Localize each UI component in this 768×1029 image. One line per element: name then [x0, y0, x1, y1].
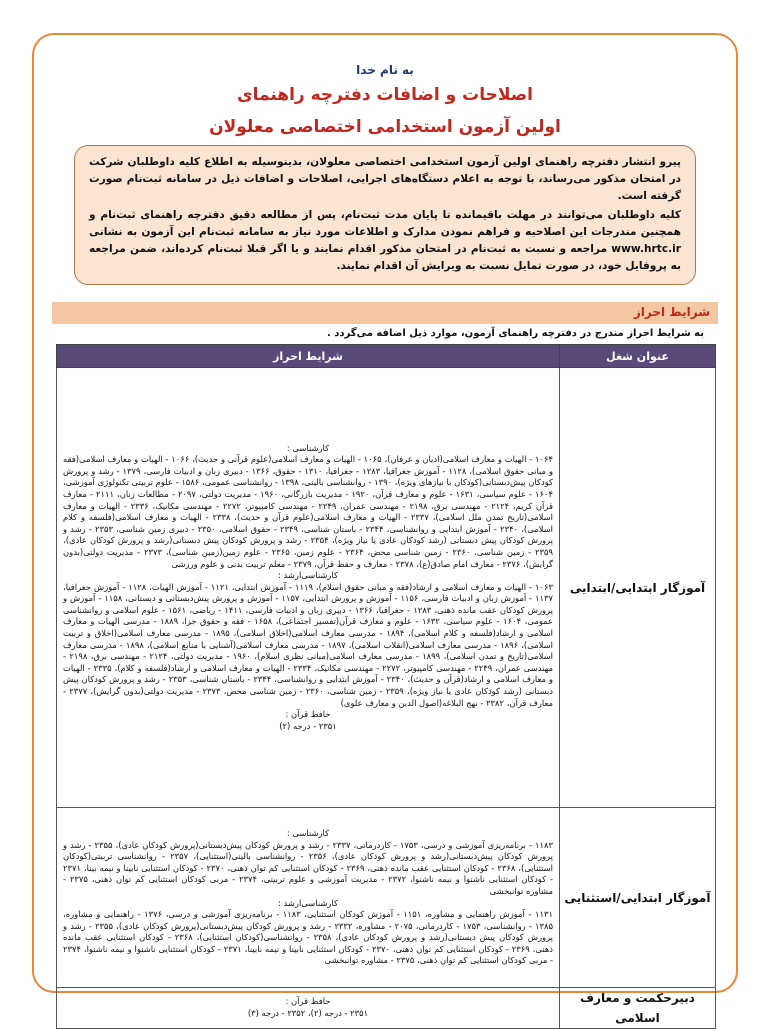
- job-title-cell: آموزگار ابتدایی/استثنایی: [560, 808, 716, 988]
- field-list: ۱۱۸۳ - برنامه‌ریزی آموزشی و درسی، ۱۷۵۳ - کاردرمانی، ۲۳۳۷ - رشد و پرورش کودکان پیش‌دبستانی(پرورش کودکان عادی)، ۲۳۵۵ - رشد و پرورش کودکان پیش‌دبستانی(رشد و پرورش کودکان عادی)، ۲۳۵۶ - روانشناسی بالینی(استثنایی)، ۲۳۵۷ - روانشناسی تربیتی(کودکان استثنایی)، ۲۳۶۸ - کودکان استثنایی عقب مانده ذهنی، ۲۳۶۹ - کودکان استثنایی کم توان ذهنی، ۲۳۷۰ - کودکان استثنایی نابینا و نیمه بینا، ۲۳۷۱ - کودکان استثنایی ناشنوا و نیمه ناشنوا، ۲۳۷۲ - مدیریت آموزشی و علوم تربیتی، ۲۳۷۴ - مربی کودکان استثنایی کم توان ذهنی، ۲۳۷۵ - مشاوره توانبخشی: [63, 839, 554, 896]
- table-row: [57, 988, 716, 1029]
- field-list: ۱۰۶۳ - الهیات و معارف اسلامی و ارشاد(فقه و مبانی حقوق اسلام)، ۱۱۱۹ - آموزش ابتدایی، ۱۱۲۱ - آموزش الهیات، ۱۱۲۸ - آموزش جغرافیا، ۱۱۳۷ - آموزش زبان و ادبیات فارسی، ۱۱۵۶ - آموزش و پرورش ابتدایی، ۱۱۵۷ - آموزش و پرورش پیش‌دبستانی و دبستانی، ۱۱۵۸ - آموزش و پرورش کودکان عقب مانده ذهنی، ۱۲۸۳ - جغرافیا، ۱۳۶۶ - دبیری زبان و ادبیات فارسی، ۱۴۱۱ - ریاضی، ۱۵۶۱ - علوم اسلامی و روانشناسی عمومی، ۱۶۰۴ - علوم سیاسی، ۱۶۳۲ - علوم و معارف قرآن(تفسیر اجتماعی)، ۱۶۵۸ - فقه و حقوق جزا، ۱۸۸۹ - مدرسی الهیات و معارف اسلامی و ارشاد(فلسفه و کلام اسلامی)، ۱۸۹۴ - مدرسی معارف اسلامی(اخلاق اسلامی)، ۱۸۹۵ - مدرسی معارف اسلامی(اخلاق و تربیت اسلامی)، ۱۸۹۶ - مدرسی معارف اسلامی(انقلاب اسلامی)، ۱۸۹۷ - مدرسی معارف اسلامی(آشنایی با منابع اسلامی)، ۱۸۹۸ - مدرسی معارف اسلامی(تاریخ و تمدن اسلامی)، ۱۸۹۹ - مدرسی معارف اسلامی(مبانی نظری اسلام)، ۱۹۶۰ - مدیریت دولتی، ۲۱۲۴ - مهندسی برق، ۲۱۹۸ - مهندسی عمران، ۲۲۴۹ - مهندسی کامپیوتر، ۲۲۷۲ - مهندسی مکانیک، ۲۳۳۴ - الهیات و معارف اسلامی و ارشاد(فلسفه و کلام)، ۲۳۳۵ - الهیات و معارف اسلامی و ارشاد(قرآن و حدیث)، ۲۳۴۰ - آموزش ابتدایی و روانشناسی، ۲۳۴۴ - باستان شناسی، ۲۳۵۳ - رشد و پرورش کودکان پیش دبستانی (رشد کودکان عادی یا نیاز ویژه)، ۲۳۵۹ - زمین شناسی، ۲۳۶۰ - زمین شناسی محض، ۲۳۷۳ - مدیریت دولتی(بدون گرایش)، ۲۳۷۷ - معارف قرآن، ۲۳۸۲ - نهج البلاغه(اصول الدین و معارف علوی): [63, 581, 554, 708]
- notice-box: [74, 145, 696, 285]
- table-row: [57, 368, 716, 808]
- bismillah-heading: به نام خدا: [356, 63, 414, 77]
- conditions-cell: [57, 988, 560, 1029]
- notice-paragraph-2: کلیه داوطلبان می‌توانند در مهلت باقیمانده تا پایان مدت ثبت‌نام، پس از مطالعه دقیق دفترچه راهنمای ثبت‌نام و همچنین مندرجات این اصلاحیه و فراهم نمودن مدارک و اطلاعات مورد نیاز به سامانه ثبت‌نام این آزمون به نشانی www.hrtc.ir مراجعه و نسبت به ثبت‌نام در امتحان مذکور اقدام نمایند و یا اگر قبلا ثبت‌نام کرده‌اند، ضمن مراجعه به پروفایل خود، در صورت تمایل نسبت به ویرایش آن اقدام نمایند.: [89, 209, 681, 272]
- degree-label: کارشناسی :: [286, 827, 330, 838]
- degree-label: کارشناسی‌ارشد :: [278, 897, 338, 908]
- conditions-cell: [57, 808, 560, 988]
- table-row: [57, 808, 716, 988]
- conditions-cell: [57, 368, 560, 808]
- conditions-header: شرایط احراز: [57, 345, 560, 368]
- section-title: شرایط احراز: [633, 305, 710, 319]
- job-title-cell: آموزگار ابتدایی/ابتدایی: [560, 368, 716, 808]
- field-list: ۲۳۵۱ - درجه (۲): [279, 720, 337, 731]
- field-list: ۱۰۶۴ - الهیات و معارف اسلامی(ادیان و عرفان)، ۱۰۶۵ - الهیات و معارف اسلامی(علوم قرآنی و حدیث)، ۱۰۶۶ - الهیات و معارف اسلامی(فقه و مبانی حقوق اسلامی)، ۱۱۲۸ - آموزش جغرافیا، ۱۲۸۳ - جغرافیا، ۱۳۱۰ - حقوق، ۱۳۶۶ - دبیری زبان و ادبیات فارسی، ۱۳۷۹ - رشد و پرورش کودکان پیش‌دبستانی(کودکان با نیازهای ویژه)، ۱۳۹۰ - روانشناسی بالینی، ۱۳۹۸ - روانشناسی عمومی، ۱۵۸۶ - علوم تربیتی تکنولوژی آموزشی، ۱۶۰۴ - علوم سیاسی، ۱۶۳۱ - علوم و معارف قرآن، ۱۹۲۰ - مدیریت بازرگانی، ۱۹۶۰ - مدیریت دولتی، ۲۰۹۷ - مطالعات زنان، ۲۱۱۱ - معارف قرآن کریم، ۲۱۲۴ - مهندسی برق، ۲۱۹۸ - مهندسی عمران، ۲۲۴۹ - مهندسی کامپیوتر، ۲۲۷۲ - مهندسی مکانیک، ۲۳۳۶ - الهیات و معارف اسلامی(تاریخ تمدن ملل اسلامی)، ۲۳۳۷ - الهیات و معارف اسلامی(علوم قرآن و حدیث)، ۲۳۳۸ - الهیات و معارف اسلامی(فلسفه و کلام اسلامی)، ۲۳۴۰ - آموزش ابتدایی و روانشناسی، ۲۳۴۴ - باستان شناسی، ۲۳۴۹ - حقوق اسلامی، ۲۳۵۰ - دبیری زمین شناسی، ۲۳۵۳ - رشد و پرورش کودکان پیش دبستانی (رشد کودکان عادی یا نیاز ویژه)، ۲۳۵۴ - رشد و پرورش کودکان پیش دبستانی(رشد و پرورش کودکان عادی)، ۲۳۵۹ - زمین شناسی، ۲۳۶۰ - زمین شناسی محض، ۲۳۶۴ - علوم زمین، ۲۳۶۵ - علوم زمین(زمین شناسی)، ۲۳۷۳ - مدیریت دولتی(بدون گرایش)، ۲۳۷۶ - معارف امام صادق(ع)، ۲۳۷۸ - معارف و حفظ قرآن، ۲۳۷۹ - معلم تربیت بدنی و علوم ورزشی: [63, 454, 554, 569]
- page-title-line1: اصلاحات و اضافات دفترچه راهنمای: [237, 85, 533, 105]
- degree-label: حافظ قرآن :: [285, 996, 331, 1007]
- job-title-header: عنوان شغل: [560, 345, 716, 368]
- job-title-cell: دبیرحکمت و معارف اسلامی: [560, 988, 716, 1029]
- section-intro: به شرایط احراز مندرج در دفترچه راهنمای آزمون، موارد ذیل اضافه می‌گردد .: [327, 328, 704, 339]
- degree-label: کارشناسی :: [286, 442, 330, 453]
- page-frame: [32, 33, 738, 1025]
- page-title-line2: اولین آزمون استخدامی اختصاصی معلولان: [209, 117, 561, 137]
- degree-label: کارشناسی‌ارشد :: [278, 570, 338, 581]
- notice-paragraph-1: پیرو انتشار دفترچه راهنمای اولین آزمون استخدامی اختصاصی معلولان، بدینوسیله به اطلاع کلیه داوطلبان شرکت در امتحان مذکور می‌رساند، با توجه به اعلام دستگاه‌های اجرایی، اصلاحات و اضافات ذیل در سامانه ثبت‌نام صورت گرفته است.: [89, 156, 681, 202]
- section-header-bar: [52, 302, 718, 324]
- field-list: ۲۳۵۱ - درجه (۲)، ۲۳۵۲ - درجه (۳): [247, 1008, 369, 1018]
- table-header-row: [57, 345, 716, 368]
- field-list: ۱۱۳۱ - آموزش راهنمایی و مشاوره، ۱۱۵۱ - آموزش کودکان استثنایی، ۱۱۸۳ - برنامه‌ریزی آموزشی و درسی، ۱۳۷۶ - راهنمایی و مشاوره، ۱۳۸۵ - روانشناسی، ۱۷۵۳ - کاردرمانی، ۲۰۷۵ - مشاوره، ۲۳۳۲ - رشد و پرورش کودکان پیش‌دبستانی(پرورش کودکان عادی)، ۲۳۵۵ - رشد و پرورش کودکان پیش دبستانی(رشد و پرورش کودکان عادی)، ۲۳۵۸ - روانشناسی(کودکان استثنایی)، ۲۳۶۸ - کودکان استثنایی عقب مانده ذهنی، ۲۳۶۹ - کودکان استثنایی کم توان ذهنی، ۲۳۷۰ - کودکان استثنایی نابینا و نیمه نابینا، ۲۳۷۱ - کودکان استثنایی ناشنوا و نیمه ناشنوا، ۲۳۷۴ - مربی کودکان استثنایی کم توان ذهنی، ۲۳۷۵ - مشاوره توانبخشی: [63, 909, 554, 966]
- degree-label: حافظ قرآن :: [285, 709, 331, 720]
- conditions-table: [56, 344, 716, 1029]
